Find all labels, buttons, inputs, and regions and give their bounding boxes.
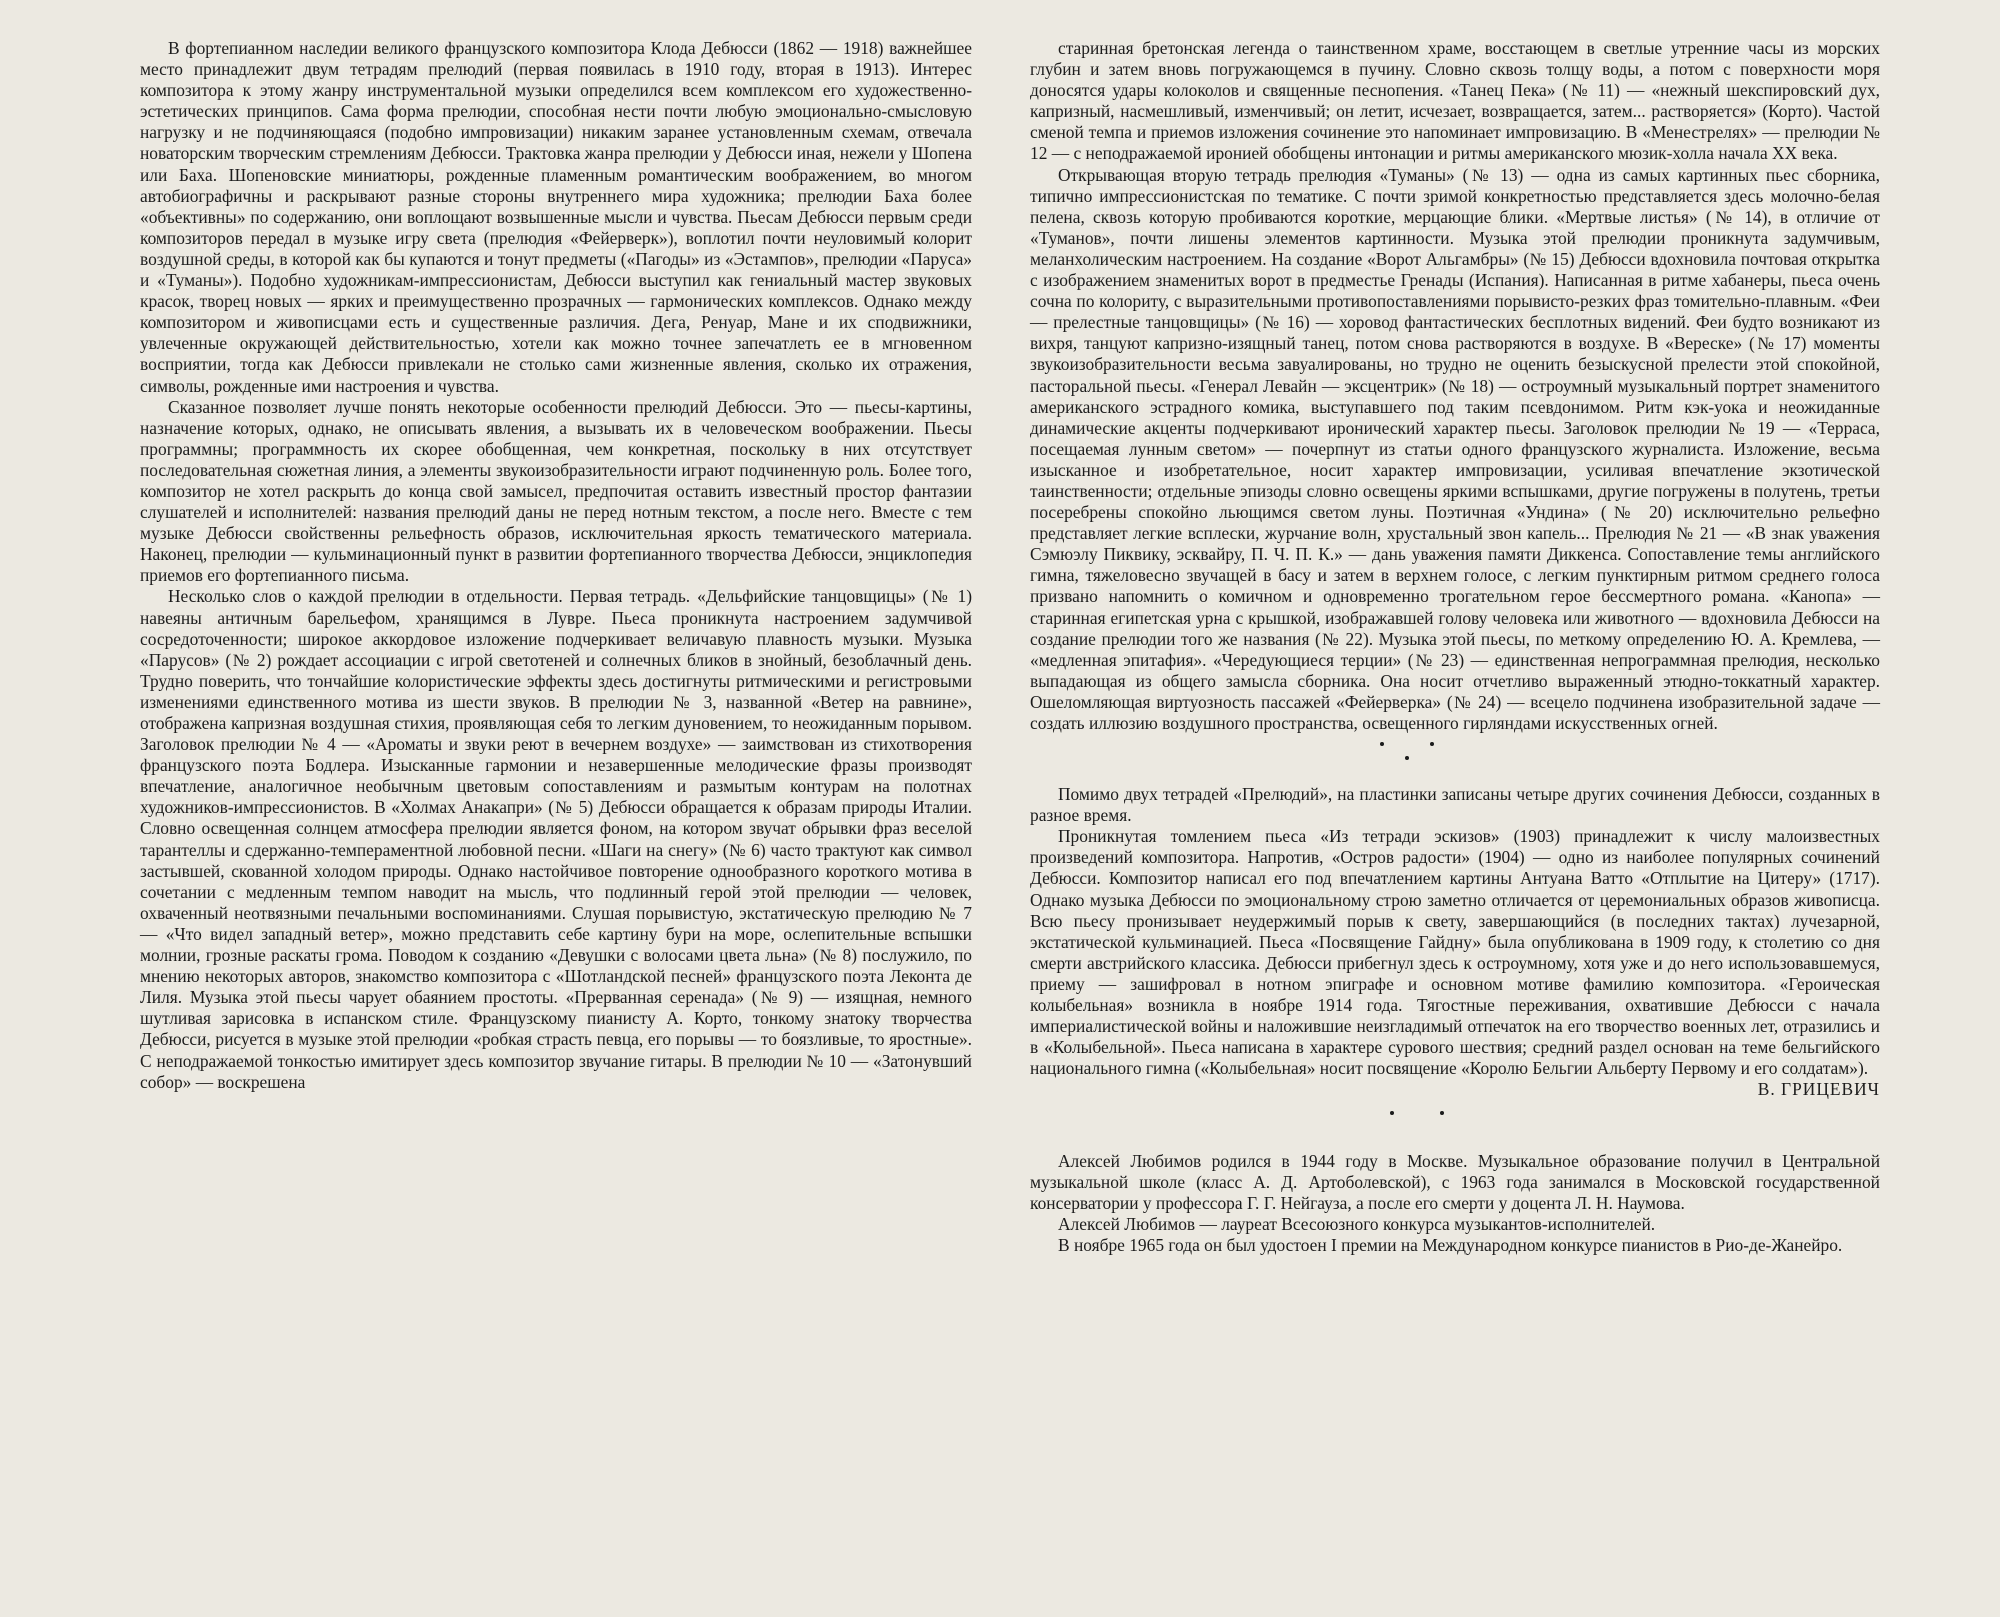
separator-dot: [1390, 1111, 1394, 1115]
separator-dot: [1440, 1111, 1444, 1115]
paragraph: Алексей Любимов родился в 1944 году в Москве. Музыкальное образование получил в Центральной музыкальной школе (класс А. Д. Артоболевской), с 1963 года занимался в Московской государственной консерватории у профессора Г. Г. Нейгауза, а после его смерти у доцента Л. Н. Наумова.: [1030, 1150, 1880, 1213]
paragraph: Открывающая вторую тетрадь прелюдия «Туманы» (№ 13) — одна из самых картинных пьес сборника, типично импрессионистская по тематике. С почти зримой конкретностью представляется здесь молочно-белая пелена, сквозь которую пробиваются короткие, мерцающие блики. «Мертвые листья» (№ 14), в отличие от «Туманов», почти лишены элементов картинности. Музыка этой прелюдии проникнута задумчивым, меланхолическим настроением. На создание «Ворот Альгамбры» (№ 15) Дебюсси вдохновила почтовая открытка с изображением знаменитых ворот в предместье Гренады (Испания). Написанная в ритме хабанеры, пьеса очень сочна по колориту, с выразительными противопоставлениями порывисто-резких фраз томительно-плавным. «Феи — прелестные танцовщицы» (№ 16) — хоровод фантастических бесплотных видений. Феи будто возникают из вихря, танцуют капризно-изящный танец, потом снова растворяются в воздухе. В «Вереске» (№ 17) моменты звукоизобразительности весьма завуалированы, но трудно не оценить безыскусной прелести этой спокойной, пасторальной пьесы. «Генерал Левайн — эксцентрик» (№ 18) — остроумный музыкальный портрет знаменитого американского эстрадного комика, выступавшего под таким псевдонимом. Ритм кэк-уока и неожиданные динамические акценты подчеркивают иронический характер пьесы. Заголовок прелюдии № 19 — «Терраса, посещаемая лунным светом» — почерпнут из статьи одного французского журналиста. Изложение, весьма изысканное и изобретательное, носит характер импровизации, усиливая впечатление экзотической таинственности; отдельные эпизоды словно освещены яркими вспышками, другие погружены в полутень, третьи посеребрены спокойно льющимся светом луны. Поэтичная «Ундина» (№ 20) исключительно рельефно представляет легкие всплески, журчание волн, хрустальный звон капель... Прелюдия № 21 — «В знак уважения Сэмюэлу Пиквику, эсквайру, П. Ч. П. К.» — дань уважения памяти Диккенса. Сопоставление темы английского гимна, тяжеловесно звучащей в басу и затем в верхнем голосе, с легким пунктирным ритмом среднего голоса призвано напомнить о комичном и одновременно трогательном герое бессмертного романа. «Канопа» — старинная египетская урна с крышкой, изображавшей голову человека или животного — вдохновила Дебюсси на создание прелюдии того же названия (№ 22). Музыка этой пьесы, по меткому определению Ю. А. Кремлева, — «медленная эпитафия». «Чередующиеся терции» (№ 23) — единственная непрограммная прелюдия, несколько выпадающая из общего замысла сборника. Она носит отчетливо выраженный этюдно-токкатный характер. Ошеломляющая виртуозность пассажей «Фейерверка» (№ 24) — всецело подчинена изобразительной задаче — создать иллюзию воздушного пространства, освещенного гирляндами искусственных огней.: [1030, 164, 1880, 733]
paragraph: старинная бретонская легенда о таинственном храме, восстающем в светлые утренние часы из морских глубин и затем вновь погружающемся в пучину. Словно сквозь толщу воды, а потом с поверхности моря доносятся удары колоколов и священные песнопения. «Танец Пека» (№ 11) — «нежный шекспировский дух, капризный, насмешливый, изменчивый; он летит, исчезает, возвращается, затем... растворяется» (Корто). Частой сменой темпа и приемов изложения сочинение это напоминает импровизацию. В «Менестрелях» — прелюдии № 12 — с неподражаемой иронией обобщены интонации и ритмы американского мюзик-холла начала XX века.: [1030, 38, 1880, 164]
paragraph: Помимо двух тетрадей «Прелюдий», на пластинки записаны четыре других сочинения Дебюсси, созданных в разное время.: [1030, 784, 1880, 826]
paragraph: Проникнутая томлением пьеса «Из тетради эскизов» (1903) принадлежит к числу малоизвестных произведений композитора. Напротив, «Остров радости» (1904) — одно из наиболее популярных сочинений Дебюсси. Композитор написал его под впечатлением картины Антуана Ватто «Отплытие на Цитеру» (1717). Однако музыка Дебюсси по эмоциональному строю заметно отличается от церемониальных образов живописца. Всю пьесу пронизывает неудержимый порыв к свету, завершающийся (в последних тактах) лучезарной, экстатической кульминацией. Пьеса «Посвящение Гайдну» была опубликована в 1909 году, к столетию со дня смерти австрийского классика. Дебюсси прибегнул здесь к остроумному, хотя уже и до него использовавшемуся, приему — зашифровал в нотном эпиграфе и основном мотиве фамилию композитора. «Героическая колыбельная» возникла в ноябре 1914 года. Тягостные переживания, охватившие Дебюсси с начала империалистической войны и наложившие неизгладимый отпечаток на его творчество военных лет, отразились и в «Колыбельной». Пьеса написана в характере сурового шествия; средний раздел основан на теме бельгийского национального гимна («Колыбельная» носит посвящение «Королю Бельгии Альберту Первому и его солдатам»).: [1030, 826, 1880, 1079]
author-signature: В. ГРИЦЕВИЧ: [1757, 1079, 1880, 1100]
paragraph: В ноябре 1965 года он был удостоен I премии на Международном конкурсе пианистов в Рио-де-Жанейро.: [1058, 1234, 1843, 1255]
separator-dot: [1430, 742, 1434, 746]
paragraph: В фортепианном наследии великого французского композитора Клода Дебюсси (1862 — 1918) важнейшее место принадлежит двум тетрадям прелюдий (первая появилась в 1910 году, вторая в 1913). Интерес композитора к этому жанру инструментальной музыки определился всем комплексом его художественно-эстетических принципов. Сама форма прелюдии, способная нести почти любую эмоционально-смысловую нагрузку и не подчиняющаяся (подобно импровизации) никаким заранее установленным схемам, отвечала новаторским творческим стремлениям Дебюсси. Трактовка жанра прелюдии у Дебюсси иная, нежели у Шопена или Баха. Шопеновские миниатюры, рожденные пламенным романтическим воображением, во многом автобиографичны и раскрывают разные стороны внутреннего мира художника; прелюдии Баха более «объективны» по содержанию, они воплощают возвышенные мысли и чувства. Пьесам Дебюсси первым среди композиторов передал в музыке игру света (прелюдия «Фейерверк»), воплотил почти неуловимый колорит воздушной среды, в которой как бы купаются и тонут предметы («Пагоды» из «Эстампов», прелюдии «Паруса» и «Туманы»). Подобно художникам-импрессионистам, Дебюсси выступил как гениальный мастер звуковых красок, творец новых — ярких и преимущественно прозрачных — гармонических комплексов. Однако между композитором и живописцами есть и существенные различия. Дега, Ренуар, Мане и их сподвижники, увлеченные окружающей действительностью, хотели как можно точнее запечатлеть ее в мгновенном восприятии, тогда как Дебюсси привлекали не столько сами жизненные явления, сколько их отражения, символы, рожденные ими настроения и чувства.: [140, 38, 972, 396]
section-separator: [1030, 1101, 1880, 1131]
paragraph: Алексей Любимов — лауреат Всесоюзного конкурса музыкантов-исполнителей.: [1058, 1213, 1656, 1234]
section-separator: [1030, 734, 1880, 764]
paragraph: Несколько слов о каждой прелюдии в отдельности. Первая тетрадь. «Дельфийские танцовщицы» (№ 1) навеяны античным барельефом, хранящимся в Лувре. Пьеса проникнута настроением задумчивой сосредоточенности; широкое аккордовое изложение подчеркивает величавую плавность музыки. Музыка «Парусов» (№ 2) рождает ассоциации с игрой светотеней и солнечных бликов в знойный, безоблачный день. Трудно поверить, что тончайшие колористические эффекты здесь достигнуты ритмическими и регистровыми изменениями единственного мотива из шести звуков. В прелюдии № 3, названной «Ветер на равнине», отображена капризная воздушная стихия, проявляющая себя то легким дуновением, то неожиданным порывом. Заголовок прелюдии № 4 — «Ароматы и звуки реют в вечернем воздухе» — заимствован из стихотворения французского поэта Бодлера. Изысканные гармонии и незавершенные мелодические фразы производят впечатление, аналогичное необычным цветовым сопоставлениям и размытым контурам на полотнах художников-импрессионистов. В «Холмах Анакапри» (№ 5) Дебюсси обращается к образам природы Италии. Словно освещенная солнцем атмосфера прелюдии является фоном, на котором звучат обрывки фраз веселой тарантеллы и сдержанно-темпераментной любовной песни. «Шаги на снегу» (№ 6) часто трактуют как символ застывшей, скованной холодом природы. Однако настойчивое повторение однообразного короткого мотива в сочетании с медленным темпом наводит на мысль, что подлинный герой этой прелюдии — человек, охваченный неотвязными печальными воспоминаниями. Слушая порывистую, экстатическую прелюдию № 7 — «Что видел западный ветер», можно представить себе картину бури на море, ослепительные вспышки молнии, грозные раскаты грома. Поводом к созданию «Девушки с волосами цвета льна» (№ 8) послужило, по мнению некоторых авторов, знакомство композитора с «Шотландской песней» французского поэта Леконта де Лиля. Музыка этой пьесы чарует обаянием простоты. «Прерванная серенада» (№ 9) — изящная, немного шутливая зарисовка в испанском стиле. Французскому пианисту А. Корто, тонкому знатоку творчества Дебюсси, рисуется в музыке этой прелюдии «робкая страсть певца, его порывы — то боязливые, то яростные». С неподражаемой тонкостью имитирует здесь композитор звучание гитары. В прелюдии № 10 — «Затонувший собор» — воскрешена: [140, 586, 972, 1092]
separator-dot: [1380, 742, 1384, 746]
right-text-column: [1030, 38, 1880, 1256]
separator-dot: [1405, 756, 1409, 760]
left-text-column: [140, 38, 972, 1093]
paragraph: Сказанное позволяет лучше понять некоторые особенности прелюдий Дебюсси. Это — пьесы-картины, назначение которых, однако, не описывать явления, а вызывать их в человеческом воображении. Пьесы программны; программность их скорее обобщенная, чем конкретная, поскольку в них отсутствует последовательная сюжетная линия, а элементы звукоизобразительности играют подчиненную роль. Более того, композитор не хотел раскрыть до конца свой замысел, предпочитая оставить известный простор фантазии слушателей и исполнителей: названия прелюдий даны не перед нотным текстом, а после него. Вместе с тем музыке Дебюсси свойственны рельефность образов, исключительная яркость тематического материала. Наконец, прелюдии — кульминационный пункт в развитии фортепианного творчества Дебюсси, энциклопедия приемов его фортепианного письма.: [140, 396, 972, 586]
